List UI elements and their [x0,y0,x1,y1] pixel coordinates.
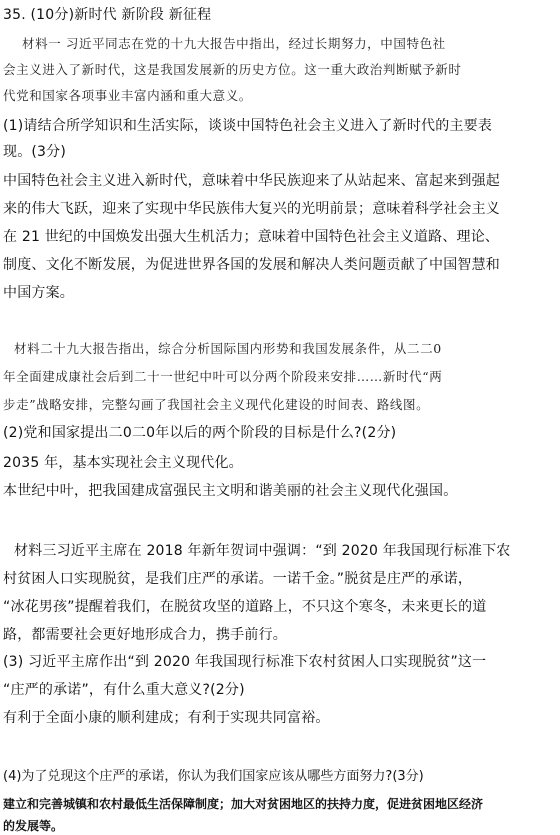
material-three-line: 材料三习近平主席在 2018 年新年贺词中强调：“到 2020 年我国现行标准下农 [14,543,511,559]
question-text: (4)为了兑现这个庄严的承诺，你认为我们国家应该从哪些方面努力?(3分) [3,769,424,784]
question-text: (3) 习近平主席作出“到 2020 年我国现行标准下农村贫困人口实现脱贫”这一 [3,654,487,670]
question-text: (2)党和国家提出二0二0年以后的两个阶段的目标是什么?(2分) [3,425,397,441]
answer-text: 2035 年，基本实现社会主义现代化。 [3,455,243,471]
material-one-line: 代党和国家各项事业丰富内涵和重大意义。 [3,88,252,103]
material-one-line: 会主义进入了新时代，这是我国发展新的历史方位。这一重大政治判断赋予新时 [3,62,462,77]
answer-text: 本世纪中叶，把我国建成富强民主文明和谐美丽的社会主义现代化强国。 [3,483,458,499]
material-three-line: 村贫困人口实现脱贫，是我们庄严的承诺。一诺千金。”脱贫是庄严的承诺， [3,571,473,587]
question-header: 35. (10分)新时代 新阶段 新征程 [3,7,212,23]
answer-text: 建立和完善城镇和农村最低生活保障制度；加大对贫困地区的扶持力度，促进贫困地区经济 [3,797,484,811]
answer-text: 的发展等。 [3,819,64,833]
answer-text: 制度、文化不断发展，为促进世界各国的发展和解决人类问题贡献了中国智慧和 [3,257,500,273]
material-three-line: 路，都需要社会更好地形成合力，携手前行。 [3,627,287,643]
material-two-line: 年全面建成康社会后到二十一世纪中叶可以分两个阶段来安排……新时代“两 [3,369,443,384]
material-two-line: 步走”战略安排，完整勾画了我国社会主义现代化建设的时间表、路线图。 [3,397,430,412]
question-text: (1)请结合所学知识和生活实际，谈谈中国特色社会主义进入了新时代的主要表 [3,118,493,134]
answer-text: 中国方案。 [3,285,74,301]
material-three-line: “冰花男孩”提醒着我们，在脱贫攻坚的道路上，不只这个寒冬，未来更长的道 [3,599,487,615]
answer-text: 中国特色社会主义进入新时代，意味着中华民族迎来了从站起来、富起来到强起 [3,173,500,189]
answer-text: 在 21 世纪的中国焕发出强大生机活力；意味着中国特色社会主义道路、理论、 [3,229,500,245]
answer-text: 来的伟大飞跃，迎来了实现中华民族伟大复兴的光明前景；意味着科学社会主义 [3,201,500,217]
question-text: 现。(3分) [3,144,67,160]
answer-text: 有利于全面小康的顺利建成；有利于实现共同富裕。 [3,710,330,726]
material-two-line: 材料二十九大报告指出，综合分析国际国内形势和我国发展条件，从二二0 [14,341,442,356]
question-text: “庄严的承诺”，有什么重大意义?(2分) [3,682,245,698]
material-one-line: 材料一 习近平同志在党的十九大报告中指出，经过长期努力，中国特色社 [22,36,446,51]
